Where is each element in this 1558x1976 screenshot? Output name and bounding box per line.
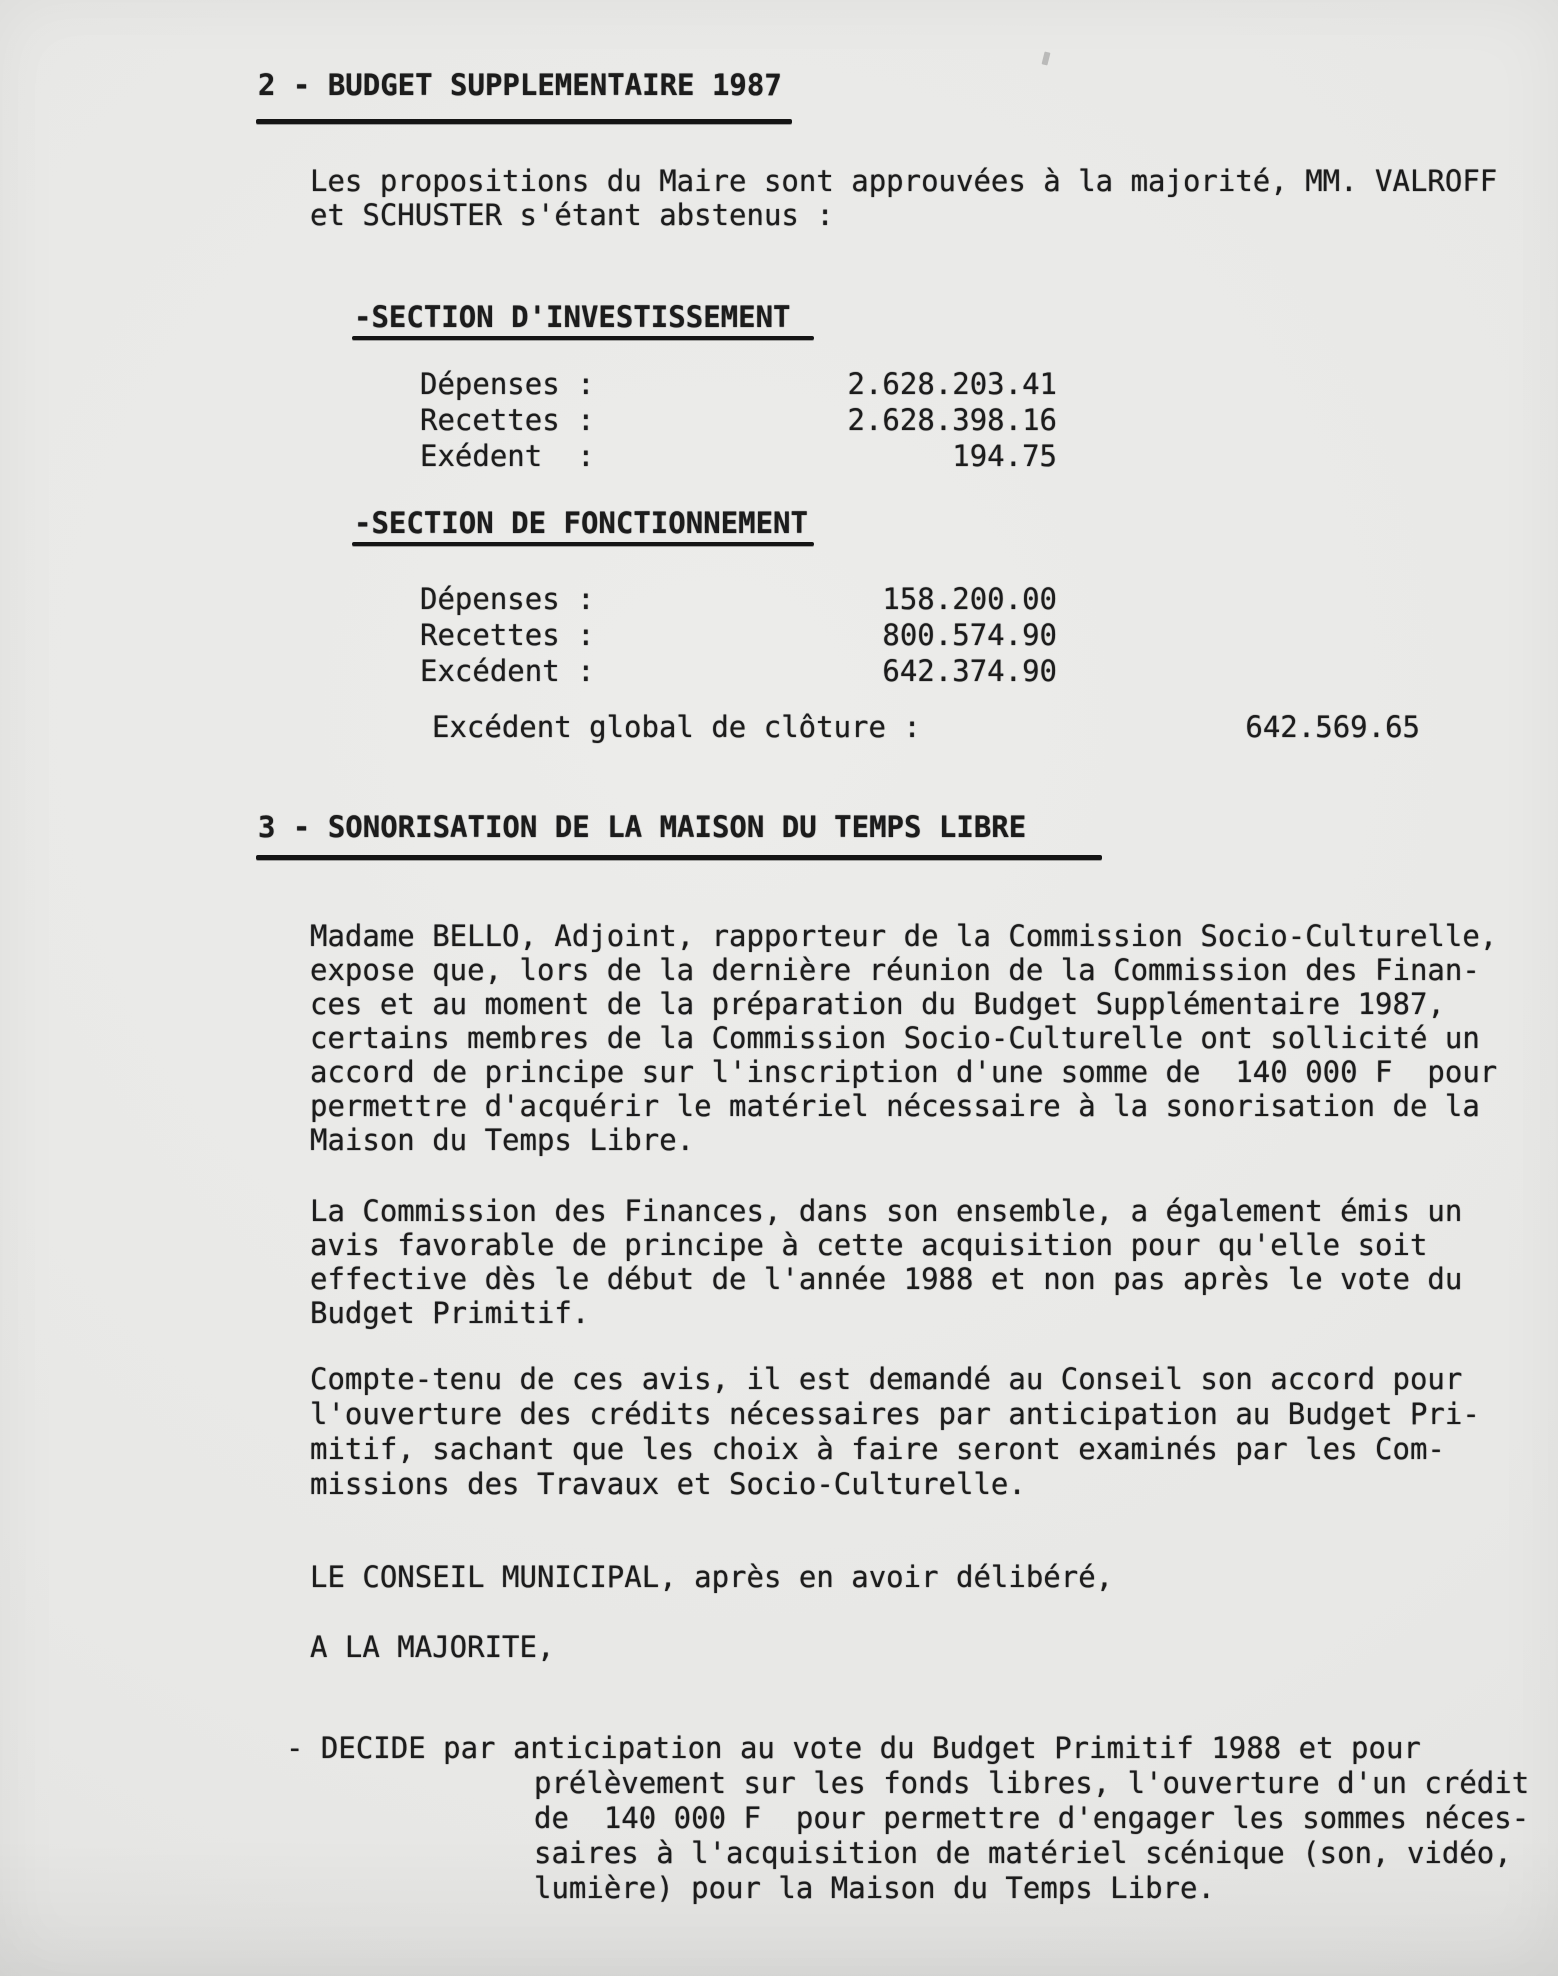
intro-paragraph — [310, 164, 1497, 232]
budget-row-depenses-fonct — [0, 582, 1558, 616]
budget-row-excedent-invest — [0, 439, 1558, 473]
row-label: Recettes : — [420, 403, 595, 437]
budget-row-recettes-fonct — [0, 618, 1558, 652]
paragraph-line: avis favorable de principe à cette acquisition pour qu'elle soit — [310, 1228, 1428, 1262]
paragraph-line: expose que, lors de la dernière réunion de la Commission des Finan- — [310, 953, 1480, 987]
budget-row-recettes-invest — [0, 403, 1558, 437]
row-label: Excédent : — [420, 654, 595, 688]
scan-artifact — [1042, 51, 1051, 65]
body-paragraph-3 — [310, 1362, 1480, 1502]
row-value: 642.569.65 — [1245, 710, 1420, 744]
paragraph-line: lumière) pour la Maison du Temps Libre. — [534, 1871, 1215, 1905]
section3-heading: 3 - SONORISATION DE LA MAISON DU TEMPS LIBRE — [258, 810, 1027, 844]
paragraph-line: certains membres de la Commission Socio-Culturelle ont sollicité un — [310, 1021, 1480, 1055]
row-label: Dépenses : — [420, 582, 595, 616]
paragraph-line: permettre d'acquérir le matériel nécessaire à la sonorisation de la — [310, 1089, 1480, 1123]
row-label: Dépenses : — [420, 367, 595, 401]
paragraph-line: ces et au moment de la préparation du Budget Supplémentaire 1987, — [310, 987, 1445, 1021]
body-paragraph-1 — [310, 919, 1497, 1157]
fonctionnement-title-underline — [352, 542, 814, 546]
budget-row-excedent-global — [0, 710, 1558, 744]
budget-row-depenses-invest — [0, 367, 1558, 401]
decide-continuation — [534, 1766, 1529, 1906]
row-label: Recettes : — [420, 618, 595, 652]
section2-heading-underline — [256, 119, 792, 124]
row-value: 158.200.00 — [882, 582, 1057, 616]
paragraph-line: et SCHUSTER s'étant abstenus : — [310, 198, 834, 232]
row-value: 2.628.203.41 — [847, 367, 1057, 401]
deliberation-line: LE CONSEIL MUNICIPAL, après en avoir délibéré, — [310, 1560, 1114, 1594]
budget-row-excedent-fonct — [0, 654, 1558, 688]
row-label: Excédent global de clôture : — [432, 710, 921, 744]
paragraph-line: prélèvement sur les fonds libres, l'ouverture d'un crédit — [534, 1766, 1530, 1800]
paragraph-line: missions des Travaux et Socio-Culturelle. — [310, 1467, 1026, 1501]
paragraph-line: La Commission des Finances, dans son ensemble, a également émis un — [310, 1194, 1463, 1228]
body-paragraph-2 — [310, 1194, 1462, 1330]
paragraph-line: Les propositions du Maire sont approuvées à la majorité, MM. VALROFF — [310, 164, 1498, 198]
paragraph-line: Budget Primitif. — [310, 1296, 590, 1330]
row-value: 2.628.398.16 — [847, 403, 1057, 437]
section3-heading-underline — [256, 855, 1102, 860]
row-value: 800.574.90 — [882, 618, 1057, 652]
paragraph-line: l'ouverture des crédits nécessaires par anticipation au Budget Pri- — [310, 1397, 1480, 1431]
paragraph-line: mitif, sachant que les choix à faire seront examinés par les Com- — [310, 1432, 1445, 1466]
paragraph-line: Maison du Temps Libre. — [310, 1123, 695, 1157]
paragraph-line: Compte-tenu de ces avis, il est demandé au Conseil son accord pour — [310, 1362, 1463, 1396]
row-label: Exédent : — [420, 439, 595, 473]
section2-heading: 2 - BUDGET SUPPLEMENTAIRE 1987 — [258, 68, 782, 102]
decide-first-line: - DECIDE par anticipation au vote du Budget Primitif 1988 et pour — [286, 1731, 1421, 1765]
row-value: 642.374.90 — [882, 654, 1057, 688]
paragraph-line: accord de principe sur l'inscription d'une somme de 140 000 F pour — [310, 1055, 1498, 1089]
fonctionnement-title: -SECTION DE FONCTIONNEMENT — [354, 506, 808, 540]
majority-line: A LA MAJORITE, — [310, 1630, 555, 1664]
investissement-title: -SECTION D'INVESTISSEMENT — [354, 300, 791, 334]
paragraph-line: effective dès le début de l'année 1988 et non pas après le vote du — [310, 1262, 1463, 1296]
row-value: 194.75 — [952, 439, 1057, 473]
paragraph-line: saires à l'acquisition de matériel scénique (son, vidéo, — [534, 1836, 1512, 1870]
paragraph-line: de 140 000 F pour permettre d'engager les sommes néces- — [534, 1801, 1530, 1835]
investissement-title-underline — [352, 336, 814, 340]
paragraph-line: Madame BELLO, Adjoint, rapporteur de la Commission Socio-Culturelle, — [310, 919, 1498, 953]
